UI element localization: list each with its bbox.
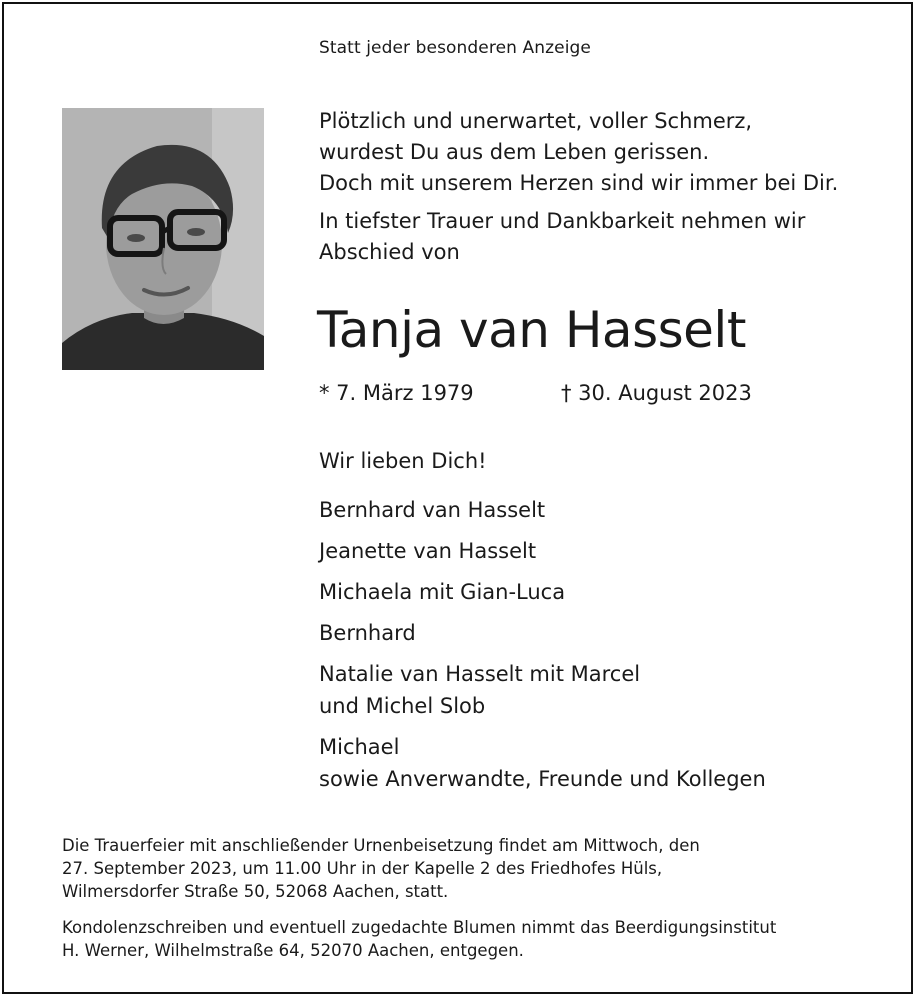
mourner-name: Bernhard — [319, 621, 416, 645]
funeral-notice-line: Wilmersdorfer Straße 50, 52068 Aachen, statt. — [62, 882, 449, 901]
birth-date: * 7. März 1979 — [319, 381, 474, 405]
deceased-name: Tanja van Hasselt — [317, 301, 746, 359]
poem-line: Plötzlich und unerwartet, voller Schmerz, — [319, 109, 753, 133]
mourners-list — [319, 494, 766, 804]
death-date: † 30. August 2023 — [561, 381, 752, 405]
condolence-notice-line: H. Werner, Wilhelmstraße 64, 52070 Aachen, entgegen. — [62, 941, 524, 960]
mourner-name: Michaela mit Gian-Luca — [319, 580, 566, 604]
mourner-entry — [319, 576, 766, 608]
mourner-name: Natalie van Hasselt mit Marcel — [319, 662, 641, 686]
intro-line: Abschied von — [319, 240, 460, 264]
poem-text — [319, 106, 838, 199]
life-dates — [319, 378, 752, 408]
portrait-photo — [62, 108, 264, 370]
poem-line: Doch mit unserem Herzen sind wir immer bei Dir. — [319, 171, 839, 195]
funeral-notice — [62, 834, 700, 903]
preface-text: Statt jeder besonderen Anzeige — [319, 38, 591, 58]
mourner-name: Bernhard van Hasselt — [319, 498, 546, 522]
farewell-message: Wir lieben Dich! — [319, 449, 487, 473]
mourner-entry — [319, 494, 766, 526]
mourner-entry — [319, 617, 766, 649]
funeral-notice-line: Die Trauerfeier mit anschließender Urnenbeisetzung findet am Mittwoch, den — [62, 836, 700, 855]
condolence-notice — [62, 916, 776, 962]
mourner-name: Jeanette van Hasselt — [319, 539, 537, 563]
mourner-entry — [319, 658, 766, 722]
intro-line: In tiefster Trauer und Dankbarkeit nehmen wir — [319, 209, 806, 233]
condolence-notice-line: Kondolenzschreiben und eventuell zugedachte Blumen nimmt das Beerdigungsinstitut — [62, 918, 777, 937]
mourner-entry — [319, 535, 766, 567]
funeral-notice-line: 27. September 2023, um 11.00 Uhr in der Kapelle 2 des Friedhofes Hüls, — [62, 859, 663, 878]
poem-line: wurdest Du aus dem Leben gerissen. — [319, 140, 710, 164]
mourner-name-continued: sowie Anverwandte, Freunde und Kollegen — [319, 767, 766, 791]
portrait-illustration — [62, 108, 264, 370]
mourner-name-continued: und Michel Slob — [319, 694, 486, 718]
mourner-entry — [319, 731, 766, 795]
intro-text — [319, 206, 805, 268]
mourner-name: Michael — [319, 735, 400, 759]
